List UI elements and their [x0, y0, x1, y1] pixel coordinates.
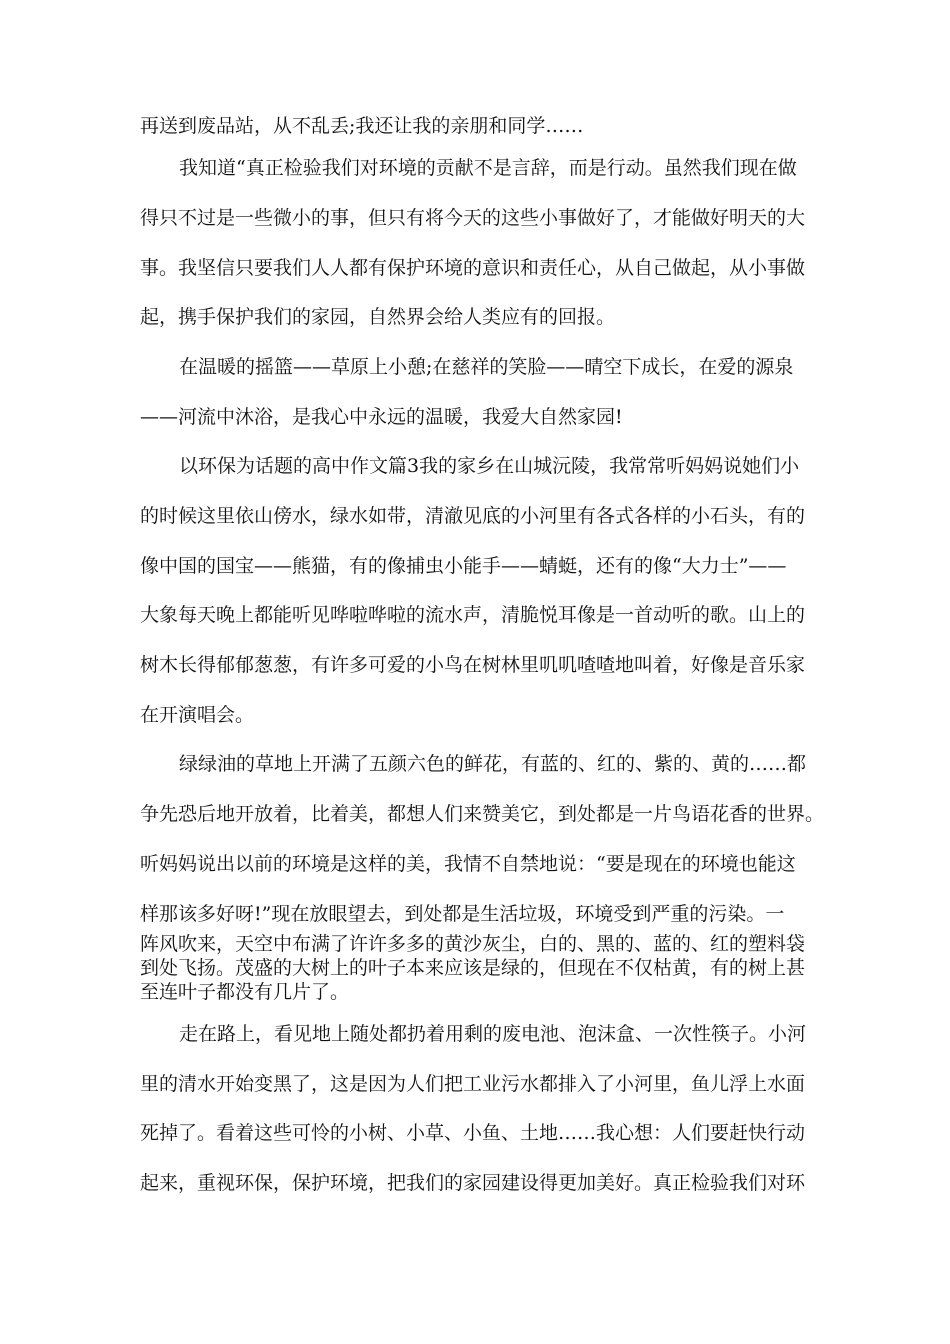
text-line: 里的清水开始变黑了，这是因为人们把工业污水都排入了小河里，鱼儿浮上水面 — [140, 1073, 806, 1095]
text-line: 事。我坚信只要我们人人都有保护环境的意识和责任心，从自己做起，从小事做 — [140, 257, 806, 279]
text-line: 争先恐后地开放着，比着美，都想人们来赞美它，到处都是一片鸟语花香的世界。 — [140, 803, 825, 825]
text-line: 的时候这里依山傍水，绿水如带，清澈见底的小河里有各式各样的小石头，有的 — [140, 505, 806, 527]
text-line: 起，携手保护我们的家园，自然界会给人类应有的回报。 — [140, 306, 616, 328]
paragraph-start-line: 绿绿油的草地上开满了五颜六色的鲜花，有蓝的、红的、紫的、黄的……都 — [179, 753, 807, 775]
text-line: 像中国的国宝——熊猫，有的像捕虫小能手——蜻蜓，还有的像“大力士”—— — [140, 555, 787, 577]
paragraph-start-line: 以环保为话题的高中作文篇3我的家乡在山城沅陵，我常常听妈妈说她们小 — [179, 455, 800, 477]
paragraph-start-line: 在温暖的摇篮——草原上小憩;在慈祥的笑脸——晴空下成长，在爱的源泉 — [179, 356, 794, 378]
paragraph-start-line: 我知道“真正检验我们对环境的贡献不是言辞，而是行动。虽然我们现在做 — [179, 157, 797, 179]
text-line: 起来，重视环保，保护环境，把我们的家园建设得更加美好。真正检验我们对环 — [140, 1172, 806, 1194]
text-line: 至连叶子都没有几片了。 — [140, 981, 350, 1003]
text-line: 再送到废品站，从不乱丢;我还让我的亲朋和同学…… — [140, 115, 584, 137]
text-line: 阵风吹来，天空中布满了许许多多的黄沙灰尘，白的、黑的、蓝的、红的塑料袋 — [140, 933, 806, 955]
text-line: ——河流中沐浴，是我心中永远的温暖，我爱大自然家园! — [140, 406, 623, 428]
text-line: 死掉了。看着这些可怜的小树、小草、小鱼、土地……我心想：人们要赶快行动 — [140, 1122, 806, 1144]
paragraph-start-line: 走在路上，看见地上随处都扔着用剩的废电池、泡沫盒、一次性筷子。小河 — [179, 1023, 807, 1045]
text-line: 得只不过是一些微小的事，但只有将今天的这些小事做好了，才能做好明天的大 — [140, 207, 806, 229]
text-line: 样那该多好呀!”现在放眼望去，到处都是生活垃圾，环境受到严重的污染。一 — [140, 903, 785, 925]
text-line: 听妈妈说出以前的环境是这样的美，我情不自禁地说：“要是现在的环境也能这 — [140, 853, 796, 875]
text-line: 在开演唱会。 — [140, 704, 255, 726]
text-line: 大象每天晚上都能听见哗啦哗啦的流水声，清脆悦耳像是一首动听的歌。山上的 — [140, 604, 806, 626]
text-line: 到处飞扬。茂盛的大树上的叶子本来应该是绿的，但现在不仅枯黄，有的树上甚 — [140, 957, 806, 979]
text-line: 树木长得郁郁葱葱，有许多可爱的小鸟在树林里叽叽喳喳地叫着，好像是音乐家 — [140, 654, 806, 676]
